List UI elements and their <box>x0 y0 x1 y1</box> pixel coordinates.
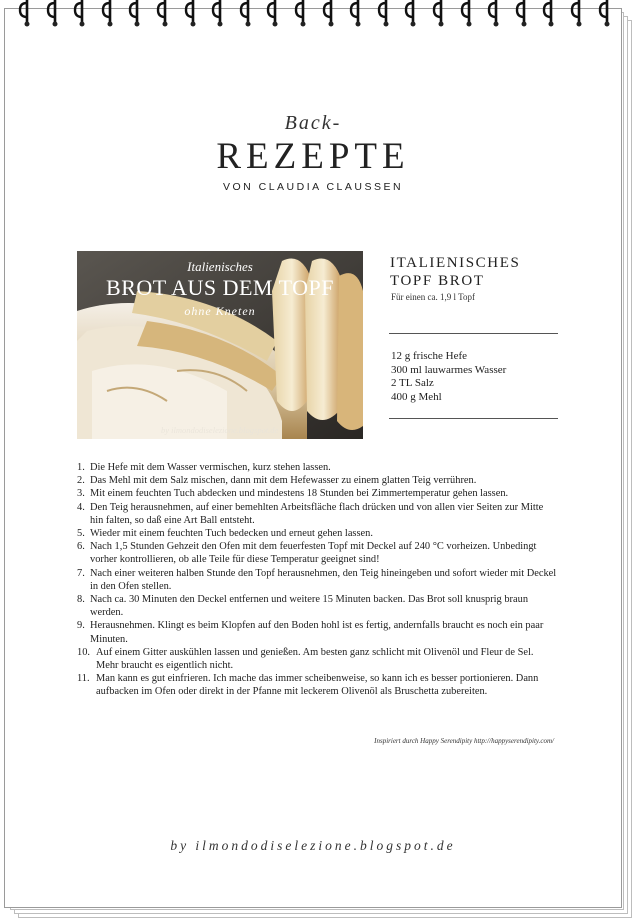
binding-ring <box>101 0 114 28</box>
recipe-subtitle: Für einen ca. 1,9 l Topf <box>391 292 475 302</box>
binding-ring <box>128 0 141 28</box>
step-item <box>77 593 557 619</box>
step-number: 4. <box>77 501 85 513</box>
step-text: Nach einer weiteren halben Stunde den Topf herausnehmen, den Teig hineingeben und sofort wieder mit Deckel in den Ofen stellen. <box>90 567 557 592</box>
binding-ring <box>266 0 279 28</box>
step-item <box>77 619 557 645</box>
step-number: 11. <box>77 673 90 685</box>
photo-subtitle: Italienisches <box>187 259 253 274</box>
bread-photo <box>77 251 363 439</box>
step-text: Man kann es gut einfrieren. Ich mache das immer scheibenweise, so kann ich es besser portionieren. Dann aufbacken im Ofen oder direkt in der Pfanne mit leckerem Olivenöl als Bruschetta zubereiten. <box>96 673 539 698</box>
step-number: 9. <box>77 620 85 632</box>
step-item <box>77 487 557 500</box>
divider-bottom <box>389 418 558 419</box>
notebook-page <box>4 8 622 908</box>
step-text: Mit einem feuchten Tuch abdecken und mindestens 18 Stunden bei Zimmertemperatur gehen lassen. <box>90 488 509 500</box>
step-number: 2. <box>77 475 85 487</box>
ingredient-item: 400 g Mehl <box>391 390 442 403</box>
binding-ring <box>515 0 528 28</box>
step-text: Das Mehl mit dem Salz mischen, dann mit dem Hefewasser zu einem glatten Teig verrühren. <box>90 475 477 487</box>
step-item <box>77 540 557 566</box>
ingredient-list <box>391 350 506 404</box>
binding-ring <box>542 0 555 28</box>
step-text: Auf einem Gitter auskühlen lassen und genießen. Am besten ganz schlicht mit Olivenöl und Fleur de Sel. Mehr braucht es eigentlich nicht. <box>96 646 534 672</box>
step-number: 8. <box>77 594 85 606</box>
step-item <box>77 501 557 527</box>
header-byline: VON CLAUDIA CLAUSSEN <box>222 181 404 193</box>
ingredient-item: 300 ml lauwarmes Wasser <box>391 363 507 376</box>
binding-ring <box>322 0 335 28</box>
step-list <box>77 461 557 699</box>
header-back-label: Back- <box>284 112 342 134</box>
step-text: Die Hefe mit dem Wasser vermischen, kurz stehen lassen. <box>90 462 331 473</box>
binding-ring <box>46 0 59 28</box>
binding-ring <box>460 0 473 28</box>
binding-ring <box>432 0 445 28</box>
step-text: Wieder mit einem feuchten Tuch bedecken und erneut gehen lassen. <box>90 528 373 540</box>
binding-ring <box>570 0 583 28</box>
step-number: 7. <box>77 567 85 579</box>
step-text: Nach 1,5 Stunden Gehzeit den Ofen mit dem feuerfesten Topf mit Deckel auf 240 °C vorheizen. Unbedingt vorher kontrollieren, ob alle Teile für diese Temperatur geeignet sind! <box>90 541 537 566</box>
step-item <box>77 646 557 672</box>
ingredient-item: 12 g frische Hefe <box>391 350 468 362</box>
binding-ring <box>156 0 169 28</box>
binding-ring <box>294 0 307 28</box>
footer-url: by ilmondodiselezione.blogspot.de <box>170 838 456 853</box>
binding-ring <box>73 0 86 28</box>
binding-ring <box>211 0 224 28</box>
binding-ring <box>349 0 362 28</box>
step-text: Nach ca. 30 Minuten den Deckel entfernen und weitere 15 Minuten backen. Das Brot soll knusprig braun werden. <box>90 594 529 619</box>
photo-subtitle-2: ohne Kneten <box>184 304 256 318</box>
step-item <box>77 567 557 593</box>
credit-note: Inspiriert durch Happy Serendipity http://happyserendipity.com/ <box>374 737 554 745</box>
binding-ring <box>239 0 252 28</box>
photo-title: BROT AUS DEM TOPF <box>106 275 334 300</box>
step-number: 3. <box>77 488 85 500</box>
binding-ring <box>404 0 417 28</box>
step-number: 5. <box>77 528 85 540</box>
ingredient-item: 2 TL Salz <box>391 377 434 389</box>
header-title: REZEPTE <box>216 136 410 177</box>
binding-ring <box>18 0 31 28</box>
divider-top <box>389 333 558 334</box>
step-number: 1. <box>77 462 85 473</box>
recipe-title-line2: TOPF BROT <box>390 273 485 289</box>
binding-ring <box>598 0 611 28</box>
step-number: 6. <box>77 541 85 553</box>
step-number: 10. <box>77 646 90 658</box>
binding-ring <box>184 0 197 28</box>
photo-watermark: by ilmondodiselezione.blogspot.de <box>161 425 279 435</box>
step-text: Herausnehmen. Klingt es beim Klopfen auf den Boden hohl ist es fertig, andernfalls braucht es noch ein paar Minuten. <box>90 620 544 645</box>
step-item <box>77 527 557 540</box>
step-item <box>77 461 557 474</box>
binding-ring <box>377 0 390 28</box>
step-item <box>77 672 557 698</box>
step-item <box>77 474 557 487</box>
binding-ring <box>487 0 500 28</box>
step-text: Den Teig herausnehmen, auf einer bemehlten Arbeitsfläche flach drücken und von allen vier Seiten zur Mitte hin falten, so daß eine Art Ball entsteht. <box>90 501 544 526</box>
recipe-title-line1: ITALIENISCHES <box>390 255 521 271</box>
spiral-binding <box>18 0 618 34</box>
